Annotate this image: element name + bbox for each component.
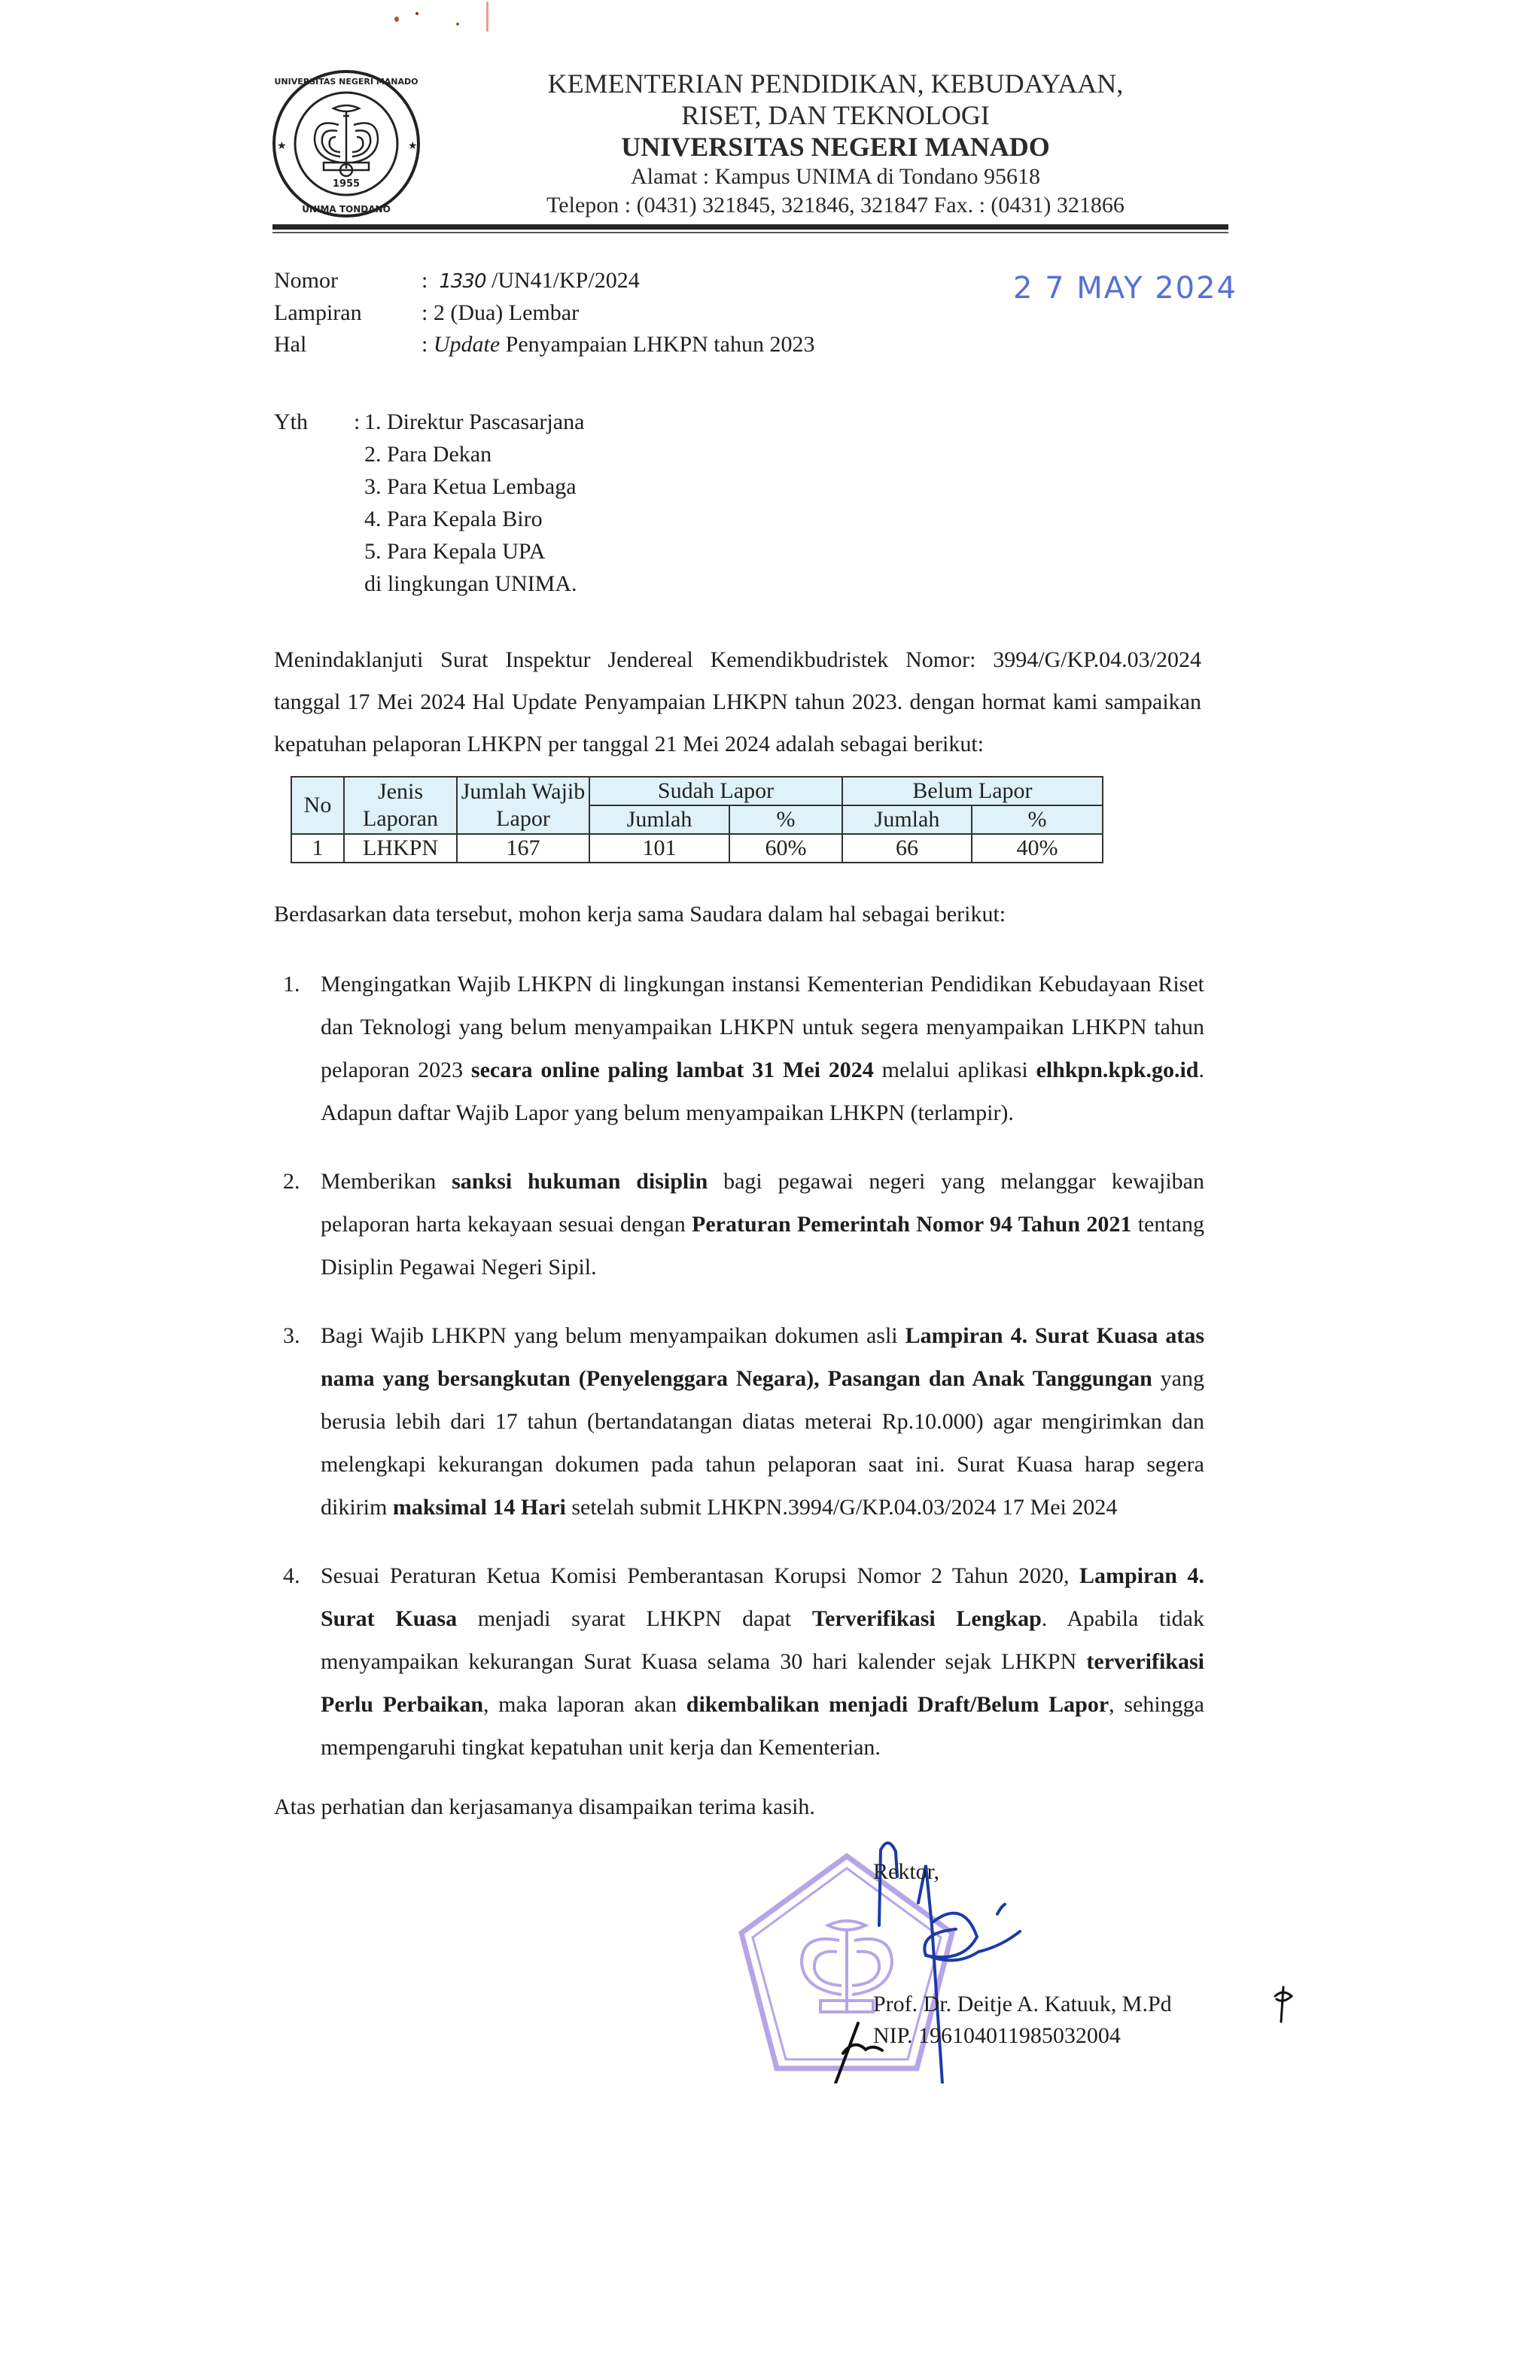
point-text-segment: , maka laporan akan xyxy=(483,1692,686,1717)
hal-row xyxy=(274,329,1237,361)
nomor-suffix: /UN41/KP/2024 xyxy=(492,268,640,293)
closing-text: Atas perhatian dan kerjasamanya disampaikan terima kasih. xyxy=(274,1794,815,1819)
lampiran-value: : 2 (Dua) Lembar xyxy=(422,300,580,325)
header-belum-percent: % xyxy=(972,805,1103,834)
cell-jenis: LHKPN xyxy=(344,834,457,863)
cell-no: 1 xyxy=(291,834,344,863)
table-row xyxy=(291,834,1103,863)
letterhead-divider-thick xyxy=(272,224,1228,230)
university-seal-icon xyxy=(262,65,431,223)
cell-belum-jumlah: 66 xyxy=(842,834,972,863)
letterhead-divider-thin xyxy=(272,232,1228,233)
lampiran-label: Lampiran xyxy=(274,300,362,325)
point-text-segment: , sehingga mempengaruhi tingkat kepatuhan unit kerja dan Kementerian. xyxy=(321,1692,1204,1760)
point-text xyxy=(321,1314,1204,1529)
recipients-label: Yth xyxy=(274,409,308,434)
point-item xyxy=(283,963,1204,1134)
point-text-bold: elhkpn.kpk.go.id xyxy=(1036,1058,1199,1082)
svg-text:★: ★ xyxy=(277,141,287,152)
table-wrapper xyxy=(291,776,1540,863)
header-sudah-lapor: Sudah Lapor xyxy=(589,777,842,805)
header-jenis-laporan: Jenis Laporan xyxy=(344,777,457,834)
scan-artifact xyxy=(0,0,1540,65)
point-text-segment: tentang Disiplin Pegawai Negeri Sipil. xyxy=(321,1212,1204,1280)
cell-belum-percent: 40% xyxy=(972,834,1103,863)
intro-paragraph: Menindaklanjuti Surat Inspektur Jendereal Kemendikbudristek Nomor: 3994/G/KP.04.03/2024 tanggal 17 Mei 2024 Hal Update Penyampaian LHKPN tahun 2023. dengan hormat kami sampaikan kepatuhan pelaporan LHKPN per tanggal 21 Mei 2024 adalah sebagai berikut: xyxy=(274,647,1201,756)
university-contact: Telepon : (0431) 321845, 321846, 321847 Fax. : (0431) 321866 xyxy=(546,193,1125,218)
letterhead xyxy=(262,65,1233,223)
recipients-footer: di lingkungan UNIMA. xyxy=(364,571,577,596)
date-stamp: 2 7 MAY 2024 xyxy=(1012,271,1237,306)
point-item xyxy=(283,1314,1204,1529)
point-number: 4. xyxy=(283,1563,300,1588)
recipient-item: 4. Para Kepala Biro xyxy=(364,507,543,531)
point-text-bold: Lampiran 4. Surat Kuasa atas nama yang bersangkutan (Penyelenggara Negara), Pasangan dan Anak Tanggungan xyxy=(321,1323,1204,1391)
point-text-bold: Peraturan Pemerintah Nomor 94 Tahun 2021 xyxy=(692,1212,1132,1237)
signatory-nip: NIP. 196104011985032004 xyxy=(873,2023,1121,2048)
recipients xyxy=(274,406,1540,600)
cell-sudah-jumlah: 101 xyxy=(589,834,729,863)
point-text-segment: menjadi syarat LHKPN dapat xyxy=(457,1606,812,1631)
point-text-segment: Mengingatkan Wajib LHKPN di lingkungan instansi Kementerian Pendidikan Kebudayaan Riset dan Teknologi yang belum menyampaikan LHKPN untuk segera menyampaikan LHKPN tahun pelaporan 2023 xyxy=(321,972,1204,1082)
hal-value xyxy=(422,329,1237,361)
initial-paraf-icon xyxy=(1272,1986,1295,2023)
recipient-item: 5. Para Kepala UPA xyxy=(364,539,546,564)
point-text-segment: . Adapun daftar Wajib Lapor yang belum menyampaikan LHKPN (terlampir). xyxy=(321,1058,1204,1125)
header-no: No xyxy=(291,777,344,834)
recipient-item: 2. Para Dekan xyxy=(364,442,492,467)
point-text-segment: Sesuai Peraturan Ketua Komisi Pemberantasan Korupsi Nomor 2 Tahun 2020, xyxy=(321,1563,1079,1588)
lhkpn-compliance-table xyxy=(291,776,1103,863)
university-name: UNIVERSITAS NEGERI MANADO xyxy=(621,132,1050,162)
university-address: Alamat : Kampus UNIMA di Tondano 95618 xyxy=(631,164,1040,189)
point-item xyxy=(283,1160,1204,1289)
nomor-label: Nomor xyxy=(274,268,338,293)
svg-text:★: ★ xyxy=(408,141,418,152)
hal-subject: Penyampaian LHKPN tahun 2023 xyxy=(505,332,815,357)
cell-sudah-percent: 60% xyxy=(729,834,842,863)
point-text-bold: sanksi hukuman disiplin xyxy=(452,1169,708,1194)
letterhead-text xyxy=(431,68,1233,220)
header-sudah-jumlah: Jumlah xyxy=(589,805,729,834)
header-sudah-percent: % xyxy=(729,805,842,834)
cell-jumlah-wajib: 167 xyxy=(457,834,589,863)
recipient-item: 1. Direktur Pascasarjana xyxy=(364,409,585,434)
nomor-handwritten: 1330 xyxy=(439,270,486,293)
point-text-bold: terverifikasi Perlu Perbaikan xyxy=(321,1649,1204,1717)
signature-block xyxy=(0,1835,1540,2091)
letterhead-divider xyxy=(272,224,1228,233)
seal-text-top: UNIVERSITAS NEGERI MANADO xyxy=(274,77,418,87)
seal-text-bottom: UNIMA TONDANO xyxy=(302,204,391,215)
point-text-segment: melalui aplikasi xyxy=(873,1058,1036,1082)
point-text-bold: secara online paling lambat 31 Mei 2024 xyxy=(470,1058,874,1082)
point-number: 3. xyxy=(283,1323,300,1348)
point-text-bold: maksimal 14 Hari xyxy=(392,1495,566,1520)
point-number: 1. xyxy=(283,972,300,997)
point-text-segment: setelah submit LHKPN.3994/G/KP.04.03/2024 17 Mei 2024 xyxy=(565,1495,1118,1520)
hal-colon: : xyxy=(422,332,428,357)
header-jumlah-wajib-lapor: Jumlah Wajib Lapor xyxy=(457,777,589,834)
seal-year: 1955 xyxy=(332,178,361,190)
recipients-list xyxy=(364,406,584,600)
letter-meta xyxy=(274,265,1237,361)
hal-italic: Update xyxy=(433,332,501,357)
ministry-line-1: KEMENTERIAN PENDIDIKAN, KEBUDAYAAN, xyxy=(547,68,1124,99)
point-text-segment: . Apabila tidak menyampaikan kekurangan Surat Kuasa selama 30 hari kalender sejak LHKPN xyxy=(321,1606,1204,1674)
point-text xyxy=(321,1554,1204,1769)
recipient-item: 3. Para Ketua Lembaga xyxy=(364,474,577,499)
point-text-bold: dikembalikan menjadi Draft/Belum Lapor xyxy=(686,1692,1109,1717)
points-list xyxy=(283,963,1204,1769)
hal-label: Hal xyxy=(274,332,307,357)
point-text xyxy=(321,963,1204,1134)
ministry-line-2: RISET, DAN TEKNOLOGI xyxy=(681,100,990,130)
header-belum-lapor: Belum Lapor xyxy=(842,777,1103,805)
point-item xyxy=(283,1554,1204,1769)
request-paragraph: Berdasarkan data tersebut, mohon kerja sama Saudara dalam hal sebagai berikut: xyxy=(274,902,1006,927)
point-text-bold: Lampiran 4. Surat Kuasa xyxy=(321,1563,1204,1631)
signatory-title: Rektor, xyxy=(873,1859,939,1884)
point-text-segment: bagi pegawai negeri yang melanggar kewajiban pelaporan harta kekayaan sesuai dengan xyxy=(321,1169,1204,1237)
header-belum-jumlah: Jumlah xyxy=(842,805,972,834)
point-text-bold: Terverifikasi Lengkap xyxy=(811,1606,1042,1631)
recipients-colon: : xyxy=(354,409,361,434)
point-text-segment: Memberikan xyxy=(321,1169,452,1194)
point-number: 2. xyxy=(283,1169,300,1194)
point-text xyxy=(321,1160,1204,1289)
nomor-colon: : xyxy=(422,268,428,293)
point-text-segment: Bagi Wajib LHKPN yang belum menyampaikan dokumen asli xyxy=(321,1323,905,1348)
point-text-segment: yang berusia lebih dari 17 tahun (bertandatangan diatas meterai Rp.10.000) agar mengirimkan dan melengkapi kekurangan dokumen pada tahun pelaporan saat ini. Surat Kuasa harap segera dikirim xyxy=(321,1366,1204,1520)
signatory-name: Prof. Dr. Deitje A. Katuuk, M.Pd xyxy=(873,1992,1172,2016)
